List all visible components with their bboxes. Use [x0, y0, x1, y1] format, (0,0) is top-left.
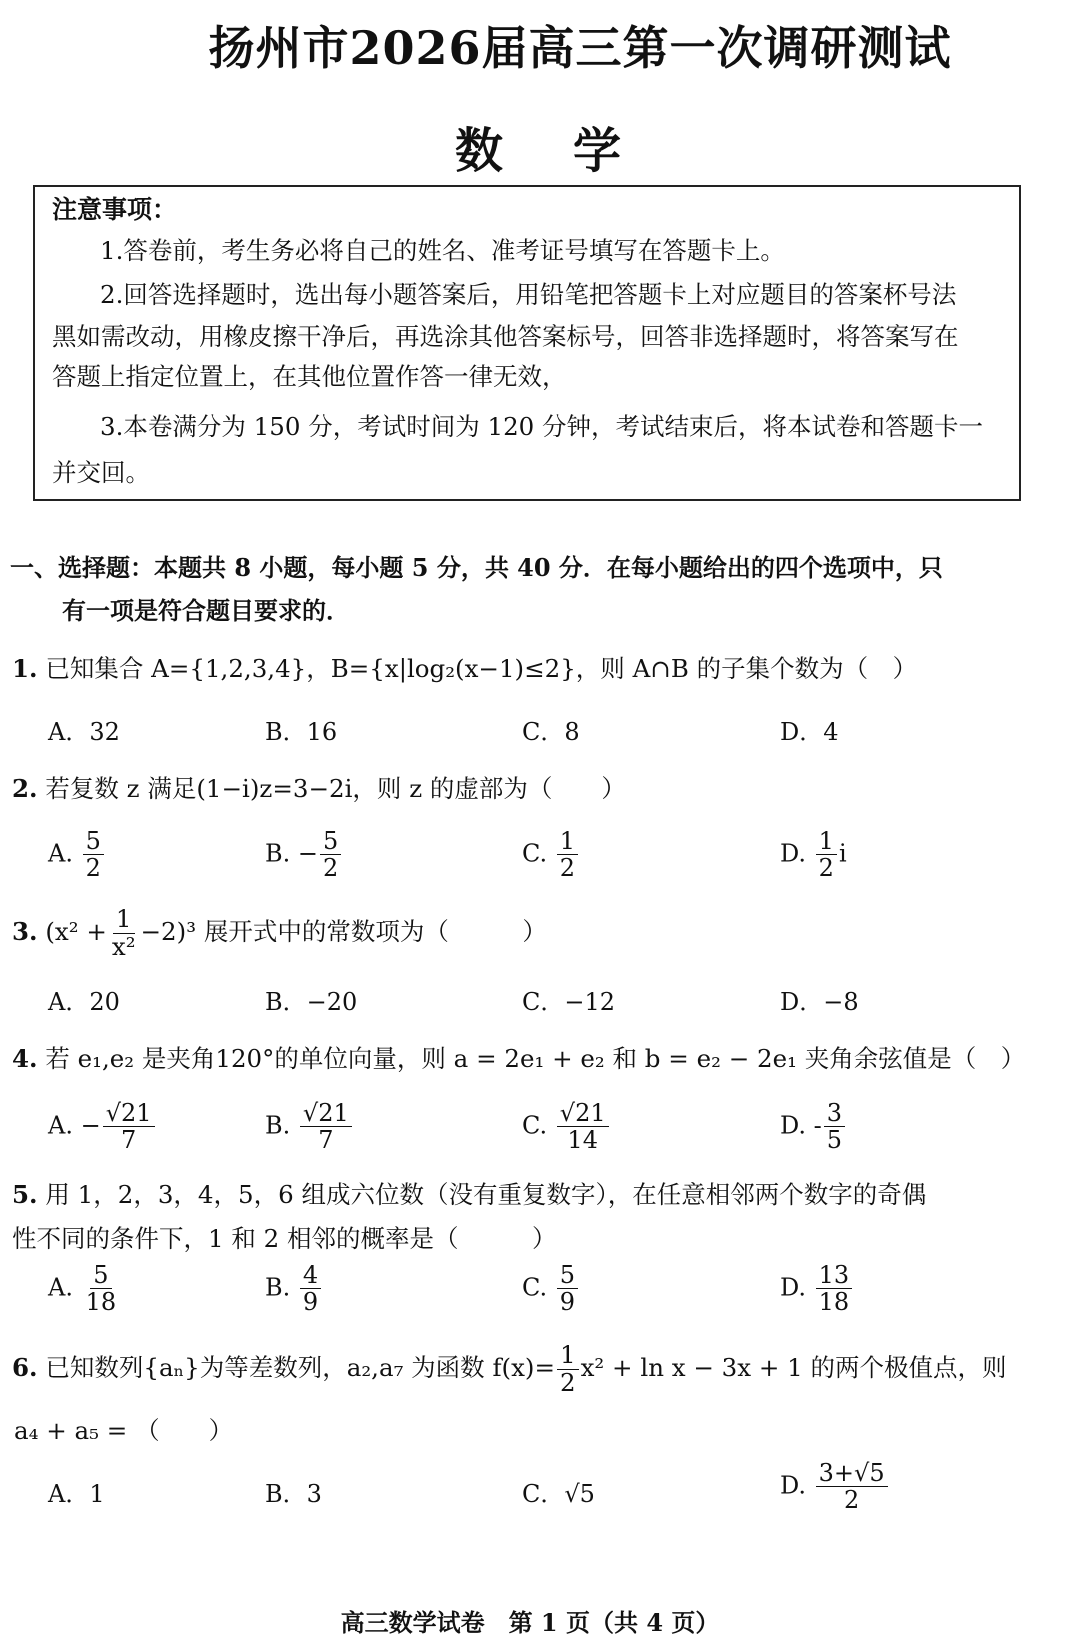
- question-number: 3.: [12, 916, 38, 946]
- numerator: 13: [816, 1262, 853, 1289]
- numerator: 4: [300, 1262, 321, 1289]
- notice-line-2c: 答题上指定位置上，在其他位置作答一律无效，: [52, 362, 567, 391]
- q1-option-a[interactable]: A．32: [48, 718, 120, 746]
- numerator: 1: [557, 1342, 579, 1370]
- denominator: 2: [323, 854, 339, 883]
- q5-option-a[interactable]: [48, 1262, 121, 1316]
- denominator: 9: [559, 1288, 576, 1317]
- minus-sign: -: [813, 1111, 822, 1140]
- option-label: D.: [780, 1471, 807, 1500]
- subject-title: 数学: [455, 123, 692, 179]
- denominator: 5: [826, 1126, 843, 1155]
- notice-heading: 注意事项：: [52, 195, 178, 224]
- question-text-start: 已知数列{aₙ}为等差数列，a₂,a₇ 为函数 f(x)=: [45, 1352, 556, 1382]
- option-label: D.: [780, 1273, 807, 1302]
- numerator: 1: [113, 906, 135, 934]
- fraction: [300, 1100, 352, 1154]
- denominator: 2: [85, 854, 101, 883]
- q3-option-d[interactable]: D．−8: [780, 988, 859, 1016]
- q1-option-b[interactable]: B．16: [265, 718, 338, 746]
- q2-option-b[interactable]: [265, 828, 343, 882]
- option-label: A.: [48, 1273, 73, 1302]
- option-label: B.: [265, 839, 291, 868]
- section-heading-line-2: 有一项是符合题目要求的．: [62, 596, 350, 625]
- numerator: 1: [557, 828, 578, 855]
- notice-line-1: 1.答卷前，考生务必将自己的姓名、准考证号填写在答题卡上。: [100, 236, 785, 265]
- question-text: 若复数 z 满足(1−i)z=3−2i，则 z 的虚部为（ ）: [45, 774, 626, 803]
- q2-option-a[interactable]: [48, 828, 106, 882]
- option-label: D.: [780, 1111, 807, 1140]
- numerator: √21: [300, 1100, 352, 1127]
- option-label: C.: [522, 1111, 548, 1140]
- q1-option-d[interactable]: D．4: [780, 718, 839, 746]
- question-1: [12, 650, 917, 685]
- fraction: [83, 828, 104, 882]
- expression-end: −2)³ 展开式中的常数项为（ ）: [140, 916, 547, 946]
- notice-line-2a: 2.回答选择题时，选出每小题答案后，用铅笔把答题卡上对应题目的答案杯号法: [100, 280, 957, 309]
- question-5: [12, 1176, 926, 1211]
- fraction: [824, 1100, 845, 1154]
- question-6-line-2: a₄ + a₅ = （ ）: [14, 1416, 234, 1445]
- q2-option-d[interactable]: [780, 828, 847, 882]
- question-4: [12, 1040, 1025, 1075]
- question-number: 1.: [12, 654, 38, 683]
- denominator: 2: [818, 854, 834, 883]
- option-label: B.: [265, 1273, 291, 1302]
- denominator: 7: [318, 1126, 334, 1155]
- question-number: 6.: [12, 1352, 38, 1382]
- numerator: 3: [824, 1100, 845, 1127]
- q3-option-a[interactable]: A．20: [48, 988, 120, 1016]
- notice-line-3b: 并交回。: [52, 458, 150, 487]
- numerator: 5: [557, 1262, 578, 1289]
- question-2: [12, 770, 626, 805]
- question-6: [12, 1342, 1007, 1397]
- numerator: 1: [816, 828, 837, 855]
- question-text-line-1: 用 1，2，3，4，5，6 组成六位数（没有重复数字），在任意相邻两个数字的奇偶: [45, 1180, 927, 1209]
- q5-option-b[interactable]: [265, 1262, 323, 1316]
- denominator: 7: [121, 1126, 137, 1155]
- q5-option-d[interactable]: [780, 1262, 854, 1316]
- denominator: 18: [85, 1288, 117, 1317]
- denominator: 18: [818, 1288, 850, 1317]
- exam-title: 扬州市2026届高三第一次调研测试: [208, 21, 952, 75]
- fraction: [557, 1100, 609, 1154]
- fraction: [103, 1100, 155, 1154]
- q3-option-c[interactable]: C．−12: [522, 988, 616, 1016]
- minus-sign: −: [297, 839, 319, 868]
- q6-option-b[interactable]: B．3: [265, 1480, 322, 1508]
- numerator: 5: [83, 828, 104, 855]
- numerator: √21: [103, 1100, 155, 1127]
- imaginary-unit: i: [838, 839, 847, 868]
- section-heading-line-1: 一、选择题：本题共 8 小题，每小题 5 分，共 40 分．在每小题给出的四个选项中，只: [10, 553, 943, 582]
- numerator: √21: [557, 1100, 609, 1127]
- question-5-line-2: 性不同的条件下，1 和 2 相邻的概率是（ ）: [12, 1224, 557, 1253]
- fraction: [320, 828, 341, 882]
- fraction: [300, 1262, 321, 1316]
- numerator: 5: [320, 828, 341, 855]
- q5-option-c[interactable]: [522, 1262, 580, 1316]
- fraction: [816, 828, 837, 882]
- q6-option-c[interactable]: C．√5: [522, 1480, 595, 1508]
- fraction: [557, 1342, 579, 1397]
- fraction: [557, 828, 578, 882]
- q3-option-b[interactable]: B．−20: [265, 988, 358, 1016]
- page-footer: 高三数学试卷 第 1 页（共 4 页）: [340, 1608, 720, 1637]
- option-label: A.: [48, 839, 73, 868]
- fraction: [109, 906, 139, 961]
- q4-option-c[interactable]: [522, 1100, 611, 1154]
- fraction: [83, 1262, 120, 1316]
- q6-option-a[interactable]: A．1: [48, 1480, 105, 1508]
- minus-sign: −: [80, 1111, 101, 1140]
- q2-option-c[interactable]: [522, 828, 580, 882]
- denominator: 2: [559, 854, 576, 883]
- q4-option-a[interactable]: [48, 1100, 157, 1154]
- denominator: 2: [560, 1367, 576, 1397]
- fraction: [816, 1262, 853, 1316]
- question-3: [12, 906, 547, 961]
- denominator: x²: [111, 931, 136, 961]
- denominator: 14: [567, 1126, 598, 1155]
- option-label: C.: [522, 839, 548, 868]
- question-number: 2.: [12, 774, 38, 803]
- question-text-end: x² + ln x − 3x + 1 的两个极值点，则: [580, 1352, 1007, 1382]
- q1-option-c[interactable]: C．8: [522, 718, 580, 746]
- denominator: 2: [843, 1486, 860, 1515]
- fraction: [557, 1262, 578, 1316]
- option-label: A.: [48, 1111, 73, 1140]
- option-label: C.: [522, 1273, 548, 1302]
- notice-line-2b: 黑如需改动，用橡皮擦干净后，再选涂其他答案标号，回答非选择题时，将答案写在: [52, 322, 959, 351]
- question-text: 已知集合 A={1,2,3,4}，B={x|log₂(x−1)≤2}，则 A∩B 的子集个数为（ ）: [45, 654, 918, 683]
- q4-option-b[interactable]: [265, 1100, 354, 1154]
- q4-option-d[interactable]: [780, 1100, 847, 1154]
- notice-line-3a: 3.本卷满分为 150 分，考试时间为 120 分钟，考试结束后，将本试卷和答题卡一: [100, 412, 984, 441]
- fraction: [816, 1460, 888, 1514]
- numerator: 3+√5: [816, 1460, 888, 1487]
- option-label: D.: [780, 839, 807, 868]
- expression-start: (x² +: [45, 916, 107, 946]
- option-label: B.: [265, 1111, 291, 1140]
- question-number: 4.: [12, 1044, 38, 1073]
- q6-option-d[interactable]: [780, 1460, 890, 1514]
- denominator: 9: [302, 1288, 319, 1317]
- numerator: 5: [90, 1262, 111, 1289]
- question-number: 5.: [12, 1180, 38, 1209]
- question-text: 若 e₁,e₂ 是夹角120°的单位向量，则 a = 2e₁ + e₂ 和 b = e₂ − 2e₁ 夹角余弦值是（ ）: [45, 1044, 1026, 1073]
